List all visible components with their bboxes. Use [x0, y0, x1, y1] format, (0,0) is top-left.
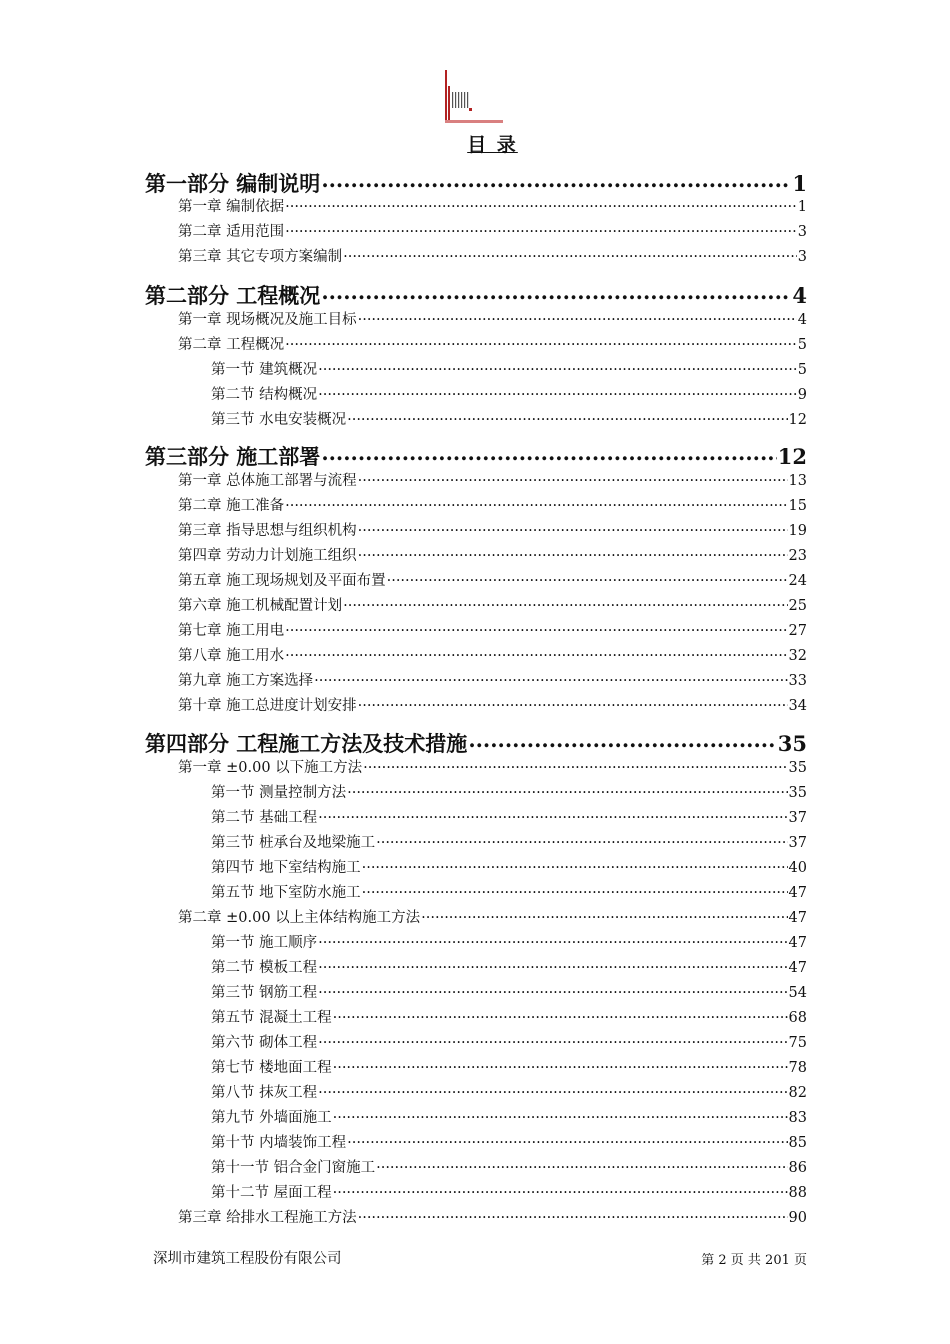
toc-dot-leader — [333, 1058, 788, 1073]
toc-dot-leader — [362, 883, 788, 898]
toc-entry-label: 第三章 指导思想与组织机构 — [178, 523, 357, 539]
toc-section-entry[interactable] — [211, 383, 807, 404]
toc-section-entry[interactable] — [211, 931, 807, 952]
toc-chapter-entry[interactable] — [178, 694, 807, 715]
toc-page-number: 37 — [788, 835, 807, 851]
toc-dot-leader — [285, 496, 787, 511]
toc-entry-label: 第二节 基础工程 — [211, 810, 318, 826]
toc-chapter-entry[interactable] — [178, 594, 807, 615]
toc-chapter-entry[interactable] — [178, 1206, 807, 1227]
toc-entry-label: 第五章 施工现场规划及平面布置 — [178, 573, 386, 589]
toc-dot-leader — [318, 360, 797, 375]
toc-page-number: 40 — [788, 860, 807, 876]
toc-dot-leader — [358, 471, 788, 486]
toc-part-entry[interactable] — [145, 168, 807, 198]
toc-entry-label: 第八节 抹灰工程 — [211, 1085, 318, 1101]
toc-dot-leader — [285, 646, 787, 661]
toc-dot-leader — [347, 783, 787, 798]
toc-entry-label: 第二章 工程概况 — [178, 337, 285, 353]
toc-dot-leader — [343, 596, 787, 611]
toc-dot-leader — [285, 197, 797, 212]
footer-company: 深圳市建筑工程股份有限公司 — [153, 1251, 342, 1267]
toc-entry-label: 第九章 施工方案选择 — [178, 673, 314, 689]
toc-entry-label: 第三章 给排水工程施工方法 — [178, 1210, 357, 1226]
toc-entry-label: 第三部分 施工部署 — [145, 444, 321, 469]
toc-page-number: 47 — [788, 960, 807, 976]
toc-entry-label: 第二节 模板工程 — [211, 960, 318, 976]
toc-dot-leader — [333, 1008, 788, 1023]
toc-page-number: 1 — [797, 199, 807, 215]
toc-chapter-entry[interactable] — [178, 220, 807, 241]
toc-page-number: 47 — [788, 935, 807, 951]
toc-page-number: 78 — [788, 1060, 807, 1076]
toc-dot-leader — [318, 385, 797, 400]
toc-dot-leader — [358, 1208, 788, 1223]
toc-chapter-entry[interactable] — [178, 756, 807, 777]
toc-section-entry[interactable] — [211, 1031, 807, 1052]
toc-chapter-entry[interactable] — [178, 333, 807, 354]
toc-chapter-entry[interactable] — [178, 669, 807, 690]
toc-entry-label: 第二章 适用范围 — [178, 224, 285, 240]
toc-dot-leader — [347, 1133, 787, 1148]
toc-entry-label: 第一节 测量控制方法 — [211, 785, 347, 801]
toc-page-number: 4 — [797, 312, 807, 328]
toc-entry-label: 第一章 现场概况及施工目标 — [178, 312, 357, 328]
toc-chapter-entry[interactable] — [178, 469, 807, 490]
toc-dot-leader — [318, 1033, 787, 1048]
toc-entry-label: 第一章 总体施工部署与流程 — [178, 473, 357, 489]
toc-entry-label: 第十二节 屋面工程 — [211, 1185, 332, 1201]
toc-dot-leader — [318, 983, 787, 998]
toc-page-number: 1 — [792, 171, 807, 196]
toc-title: 目 录 — [467, 134, 518, 156]
toc-entry-label: 第十节 内墙装饰工程 — [211, 1135, 347, 1151]
toc-section-entry[interactable] — [211, 1131, 807, 1152]
toc-chapter-entry[interactable] — [178, 519, 807, 540]
toc-chapter-entry[interactable] — [178, 569, 807, 590]
toc-page-number: 32 — [788, 648, 807, 664]
toc-page-number: 4 — [792, 283, 807, 308]
toc-section-entry[interactable] — [211, 1106, 807, 1127]
toc-dot-leader — [387, 571, 788, 586]
toc-page-number: 24 — [788, 573, 807, 589]
toc-dot-leader — [314, 671, 787, 686]
toc-dot-leader — [421, 908, 787, 923]
toc-part-entry[interactable] — [145, 728, 807, 758]
toc-dot-leader — [321, 170, 791, 191]
toc-page-number: 33 — [788, 673, 807, 689]
toc-entry-label: 第三节 桩承台及地梁施工 — [211, 835, 376, 851]
toc-chapter-entry[interactable] — [178, 245, 807, 266]
toc-page-number: 35 — [777, 731, 807, 756]
toc-dot-leader — [318, 1083, 787, 1098]
toc-page-number: 83 — [788, 1110, 807, 1126]
toc-entry-label: 第三节 钢筋工程 — [211, 985, 318, 1001]
toc-dot-leader — [321, 443, 776, 464]
toc-page-number: 12 — [777, 444, 807, 469]
toc-section-entry[interactable] — [211, 1006, 807, 1027]
toc-page-number: 82 — [788, 1085, 807, 1101]
toc-dot-leader — [363, 758, 787, 773]
toc-entry-label: 第十一节 铝合金门窗施工 — [211, 1160, 376, 1176]
toc-chapter-entry[interactable] — [178, 619, 807, 640]
toc-page-number: 85 — [788, 1135, 807, 1151]
toc-page-number: 75 — [788, 1035, 807, 1051]
toc-section-entry[interactable] — [211, 806, 807, 827]
toc-dot-leader — [358, 696, 788, 711]
footer-page-info: 第 2 页 共 201 页 — [701, 1253, 807, 1268]
toc-entry-label: 第三章 其它专项方案编制 — [178, 249, 343, 265]
toc-dot-leader — [318, 808, 787, 823]
toc-page-number: 9 — [797, 387, 807, 403]
toc-dot-leader — [285, 621, 787, 636]
toc-page-number: 25 — [788, 598, 807, 614]
toc-dot-leader — [376, 1158, 787, 1173]
toc-entry-label: 第七节 楼地面工程 — [211, 1060, 332, 1076]
toc-entry-label: 第一节 施工顺序 — [211, 935, 318, 951]
toc-page-number: 47 — [788, 910, 807, 926]
toc-entry-label: 第二节 结构概况 — [211, 387, 318, 403]
toc-dot-leader — [358, 546, 788, 561]
toc-section-entry[interactable] — [211, 1181, 807, 1202]
toc-entry-label: 第一章 ±0.00 以下施工方法 — [178, 760, 363, 776]
toc-section-entry[interactable] — [211, 781, 807, 802]
toc-dot-leader — [347, 410, 787, 425]
toc-dot-leader — [333, 1183, 788, 1198]
toc-page-number: 3 — [797, 224, 807, 240]
toc-dot-leader — [358, 521, 788, 536]
toc-page-number: 34 — [788, 698, 807, 714]
toc-entry-label: 第三节 水电安装概况 — [211, 412, 347, 428]
toc-dot-leader — [362, 858, 788, 873]
toc-page-number: 23 — [788, 548, 807, 564]
toc-dot-leader — [321, 282, 791, 303]
toc-chapter-entry[interactable] — [178, 906, 807, 927]
toc-section-entry[interactable] — [211, 1056, 807, 1077]
toc-section-entry[interactable] — [211, 408, 807, 429]
toc-entry-label: 第二章 施工准备 — [178, 498, 285, 514]
toc-section-entry[interactable] — [211, 881, 807, 902]
toc-chapter-entry[interactable] — [178, 494, 807, 515]
toc-dot-leader — [285, 335, 797, 350]
toc-entry-label: 第一节 建筑概况 — [211, 362, 318, 378]
toc-page-number: 35 — [788, 760, 807, 776]
toc-section-entry[interactable] — [211, 1081, 807, 1102]
toc-dot-leader — [358, 310, 797, 325]
toc-dot-leader — [333, 1108, 788, 1123]
toc-dot-leader — [318, 933, 787, 948]
toc-page-number: 35 — [788, 785, 807, 801]
toc-page-number: 90 — [788, 1210, 807, 1226]
toc-chapter-entry[interactable] — [178, 195, 807, 216]
toc-entry-label: 第六章 施工机械配置计划 — [178, 598, 343, 614]
toc-dot-leader — [376, 833, 787, 848]
toc-dot-leader — [318, 958, 787, 973]
toc-entry-label: 第四章 劳动力计划施工组织 — [178, 548, 357, 564]
toc-entry-label: 第四节 地下室结构施工 — [211, 860, 361, 876]
toc-page-number: 86 — [788, 1160, 807, 1176]
toc-entry-label: 第五节 混凝土工程 — [211, 1010, 332, 1026]
toc-entry-label: 第二部分 工程概况 — [145, 283, 321, 308]
toc-dot-leader — [468, 730, 776, 751]
company-logo-icon — [445, 70, 505, 126]
toc-page-number: 37 — [788, 810, 807, 826]
toc-page-number: 12 — [788, 412, 807, 428]
toc-section-entry[interactable] — [211, 956, 807, 977]
toc-entry-label: 第四部分 工程施工方法及技术措施 — [145, 731, 468, 756]
toc-page-number: 54 — [788, 985, 807, 1001]
toc-entry-label: 第十章 施工总进度计划安排 — [178, 698, 357, 714]
toc-part-entry[interactable] — [145, 441, 807, 471]
toc-entry-label: 第八章 施工用水 — [178, 648, 285, 664]
toc-page-number: 5 — [797, 362, 807, 378]
toc-chapter-entry[interactable] — [178, 308, 807, 329]
toc-entry-label: 第一部分 编制说明 — [145, 171, 321, 196]
toc-entry-label: 第六节 砌体工程 — [211, 1035, 318, 1051]
toc-section-entry[interactable] — [211, 981, 807, 1002]
toc-section-entry[interactable] — [211, 831, 807, 852]
toc-entry-label: 第二章 ±0.00 以上主体结构施工方法 — [178, 910, 421, 926]
toc-section-entry[interactable] — [211, 1156, 807, 1177]
toc-page-number: 68 — [788, 1010, 807, 1026]
toc-page-number: 15 — [788, 498, 807, 514]
toc-section-entry[interactable] — [211, 358, 807, 379]
toc-page-number: 19 — [788, 523, 807, 539]
toc-chapter-entry[interactable] — [178, 544, 807, 565]
toc-part-entry[interactable] — [145, 280, 807, 310]
toc-chapter-entry[interactable] — [178, 644, 807, 665]
toc-dot-leader — [285, 222, 797, 237]
toc-entry-label: 第七章 施工用电 — [178, 623, 285, 639]
toc-dot-leader — [343, 247, 797, 262]
toc-page-number: 88 — [788, 1185, 807, 1201]
toc-entry-label: 第一章 编制依据 — [178, 199, 285, 215]
toc-page-number: 27 — [788, 623, 807, 639]
toc-section-entry[interactable] — [211, 856, 807, 877]
toc-entry-label: 第九节 外墙面施工 — [211, 1110, 332, 1126]
toc-page-number: 3 — [797, 249, 807, 265]
toc-page-number: 13 — [788, 473, 807, 489]
toc-page-number: 5 — [797, 337, 807, 353]
toc-page-number: 47 — [788, 885, 807, 901]
toc-entry-label: 第五节 地下室防水施工 — [211, 885, 361, 901]
